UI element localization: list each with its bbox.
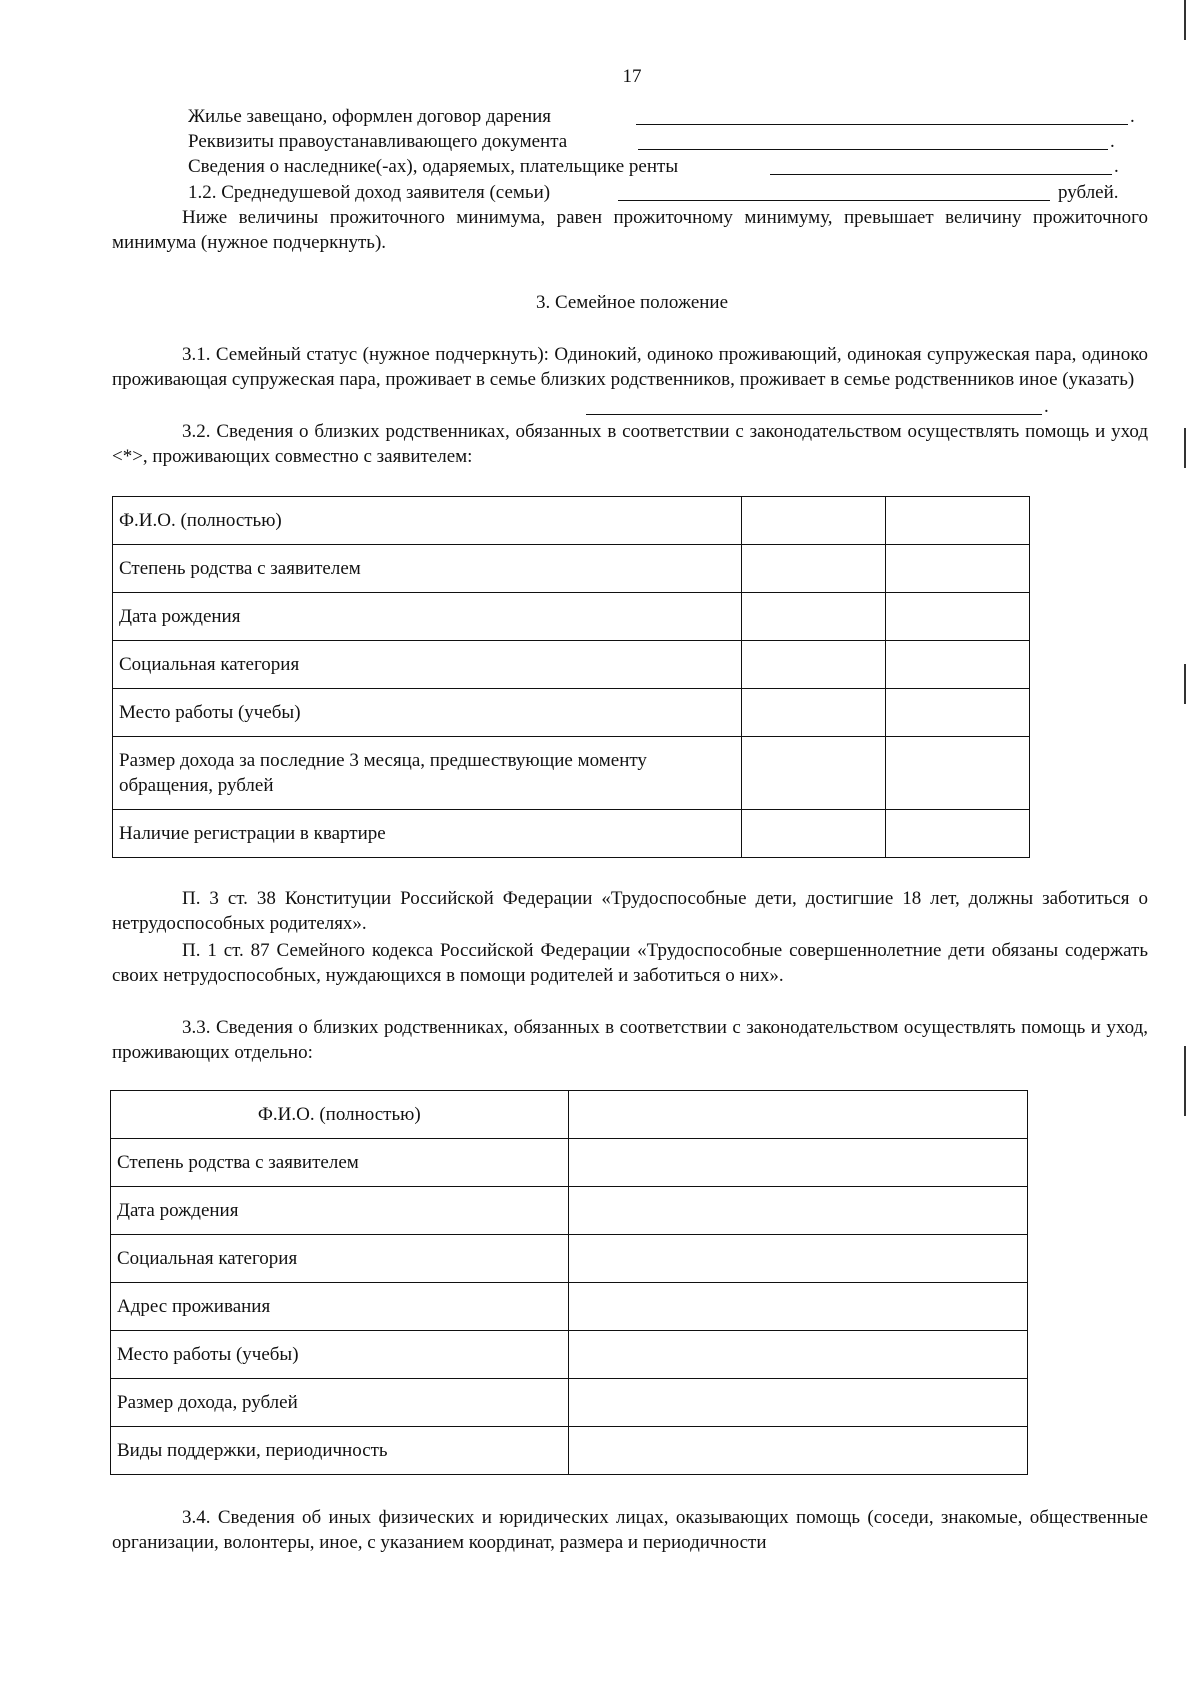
title-document-label: Реквизиты правоустанавливающего документа (188, 131, 568, 152)
input-cell[interactable] (742, 810, 886, 858)
subsistence-note (112, 205, 1148, 255)
income-label: 1.2. Среднедушевой доход заявителя (семьи) (188, 182, 551, 203)
table-row (111, 1187, 1028, 1235)
family-code-note (112, 938, 1148, 988)
income-unit: рублей. (1058, 182, 1119, 203)
heirs-label: Сведения о наследнике(-ах), одаряемых, плательщике ренты (188, 156, 679, 177)
paragraph-3-3-text: 3.3. Сведения о близких родственниках, обязанных в соответствии с законодательством осуществлять помощь и уход, проживающих отдельно: (112, 1017, 1148, 1063)
row-label: Ф.И.О. (полностью) (113, 497, 742, 545)
input-cell[interactable] (886, 593, 1030, 641)
paragraph-3-4 (112, 1505, 1148, 1555)
scan-edge-mark (1184, 664, 1186, 704)
table-row (113, 810, 1030, 858)
separate-relatives-table (110, 1090, 1028, 1475)
section-heading: 3. Семейное положение (535, 292, 729, 313)
row-label: Социальная категория (111, 1235, 569, 1283)
input-cell[interactable] (568, 1331, 1027, 1379)
table-row (113, 737, 1030, 810)
paragraph-3-1 (112, 342, 1148, 392)
scan-edge-mark (1184, 0, 1186, 40)
bequeathed-end: . (1130, 106, 1135, 127)
paragraph-3-1-end: . (1044, 396, 1049, 417)
title-document-end: . (1110, 131, 1115, 152)
row-label: Размер дохода за последние 3 месяца, предшествующие моменту обращения, рублей (113, 737, 742, 810)
row-label: Дата рождения (111, 1187, 569, 1235)
paragraph-3-3 (112, 1015, 1148, 1065)
paragraph-3-2 (112, 419, 1148, 469)
input-cell[interactable] (742, 689, 886, 737)
constitution-note-text: П. 3 ст. 38 Конституции Российской Федерации «Трудоспособные дети, достигшие 18 лет, должны заботиться о нетрудоспособных родителях». (112, 888, 1148, 934)
input-cell[interactable] (568, 1139, 1027, 1187)
table-row (113, 689, 1030, 737)
row-label: Наличие регистрации в квартире (113, 810, 742, 858)
table-row (111, 1379, 1028, 1427)
row-label: Адрес проживания (111, 1283, 569, 1331)
table-row (113, 497, 1030, 545)
row-label: Место работы (учебы) (111, 1331, 569, 1379)
table-row (113, 593, 1030, 641)
input-cell[interactable] (742, 497, 886, 545)
table-row (113, 545, 1030, 593)
table-row (111, 1139, 1028, 1187)
input-cell[interactable] (886, 810, 1030, 858)
page-number: 17 (622, 66, 642, 87)
input-cell[interactable] (568, 1187, 1027, 1235)
input-cell[interactable] (568, 1379, 1027, 1427)
input-cell[interactable] (742, 737, 886, 810)
row-label: Социальная категория (113, 641, 742, 689)
paragraph-3-4-text: 3.4. Сведения об иных физических и юридических лицах, оказывающих помощь (соседи, знакомые, общественные организации, волонтеры, иное, с указанием координат, размера и периодичности (112, 1507, 1148, 1553)
constitution-note (112, 886, 1148, 936)
input-cell[interactable] (886, 497, 1030, 545)
heirs-blank[interactable] (770, 174, 1112, 175)
paragraph-3-2-text: 3.2. Сведения о близких родственниках, обязанных в соответствии с законодательством осуществлять помощь и уход <*>, проживающих совместно с заявителем: (112, 421, 1148, 467)
table-row (111, 1235, 1028, 1283)
input-cell[interactable] (742, 641, 886, 689)
paragraph-3-1-text: 3.1. Семейный статус (нужное подчеркнуть): Одинокий, одиноко проживающий, одинокая супружеская пара, одиноко проживающая супружеская пара, проживает в семье близких родственников, проживает в семье родственников иное (указать) (112, 344, 1148, 390)
input-cell[interactable] (886, 737, 1030, 810)
bequeathed-blank[interactable] (636, 124, 1128, 125)
table-row (113, 641, 1030, 689)
bequeathed-label: Жилье завещано, оформлен договор дарения (188, 106, 552, 127)
row-label: Степень родства с заявителем (113, 545, 742, 593)
table-row (111, 1427, 1028, 1475)
family-code-note-text: П. 1 ст. 87 Семейного кодекса Российской Федерации «Трудоспособные совершеннолетние дети обязаны содержать своих нетрудоспособных, нуждающихся в помощи родителей и заботиться о них». (112, 940, 1148, 986)
row-label: Размер дохода, рублей (111, 1379, 569, 1427)
title-document-blank[interactable] (638, 149, 1108, 150)
row-label: Ф.И.О. (полностью) (111, 1091, 569, 1139)
input-cell[interactable] (568, 1091, 1027, 1139)
family-status-other-blank[interactable] (586, 414, 1042, 415)
row-label: Виды поддержки, периодичность (111, 1427, 569, 1475)
input-cell[interactable] (886, 641, 1030, 689)
input-cell[interactable] (568, 1235, 1027, 1283)
row-label: Место работы (учебы) (113, 689, 742, 737)
scan-edge-mark (1184, 1046, 1186, 1116)
row-label: Степень родства с заявителем (111, 1139, 569, 1187)
input-cell[interactable] (568, 1283, 1027, 1331)
input-cell[interactable] (886, 689, 1030, 737)
input-cell[interactable] (568, 1427, 1027, 1475)
row-label: Дата рождения (113, 593, 742, 641)
income-blank[interactable] (618, 200, 1050, 201)
scan-edge-mark (1184, 428, 1186, 468)
cohabiting-relatives-table (112, 496, 1030, 858)
input-cell[interactable] (886, 545, 1030, 593)
table-row (111, 1331, 1028, 1379)
heirs-end: . (1114, 156, 1119, 177)
table-row (111, 1091, 1028, 1139)
input-cell[interactable] (742, 593, 886, 641)
input-cell[interactable] (742, 545, 886, 593)
table-row (111, 1283, 1028, 1331)
subsistence-note-text: Ниже величины прожиточного минимума, равен прожиточному минимуму, превышает величину прожиточного минимума (нужное подчеркнуть). (112, 207, 1148, 253)
